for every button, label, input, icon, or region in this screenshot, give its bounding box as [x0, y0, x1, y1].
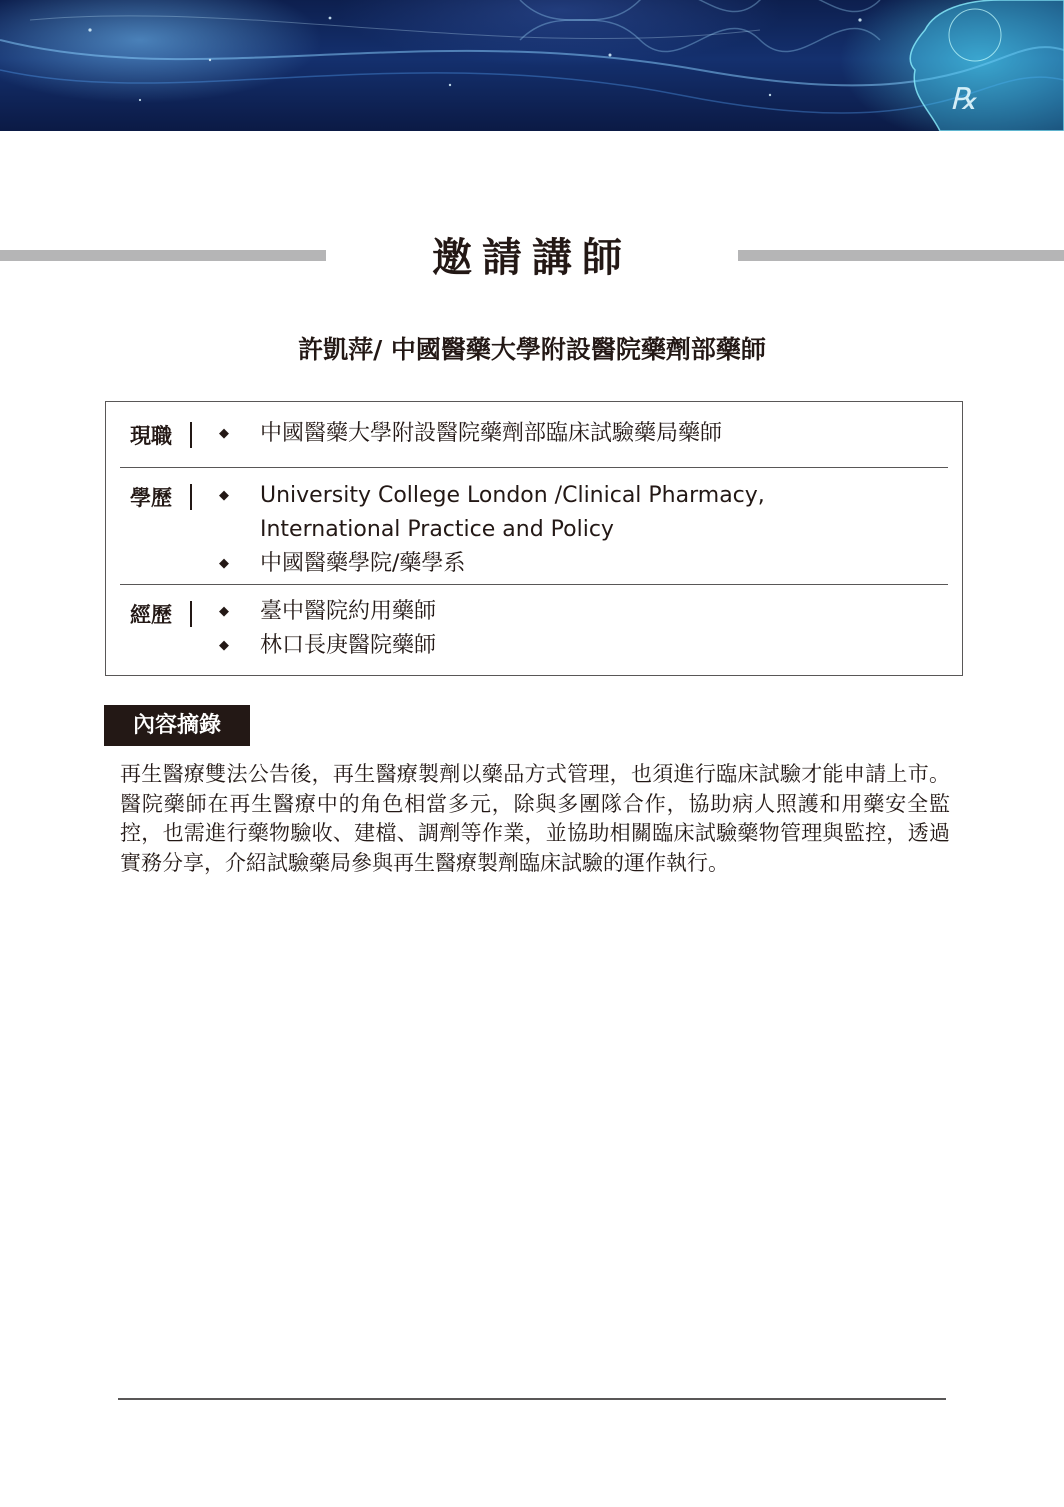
education-item: International Practice and Policy: [260, 517, 614, 542]
header-banner: [0, 0, 1064, 131]
page-title: 邀請講師: [432, 235, 632, 281]
rx-symbol-icon: ℞: [950, 82, 977, 117]
footer-rule: [118, 1398, 946, 1400]
education-item: University College London /Clinical Pharmacy,: [260, 483, 765, 508]
label-divider: [190, 484, 192, 510]
diamond-bullet-icon: ◆: [219, 638, 229, 653]
diamond-bullet-icon: ◆: [219, 426, 229, 441]
current-position-section: [120, 402, 948, 468]
current-position-label: 現職: [130, 424, 172, 448]
diamond-bullet-icon: ◆: [219, 556, 229, 571]
summary-heading: 內容摘錄: [104, 705, 250, 746]
speaker-name: 許凱萍/ 中國醫藥大學附設醫院藥劑部藥師: [298, 335, 766, 364]
experience-label: 經歷: [130, 603, 172, 627]
label-divider: [190, 422, 192, 448]
education-item: 中國醫藥學院/藥學系: [260, 551, 466, 576]
diamond-bullet-icon: ◆: [219, 488, 229, 503]
summary-text: 再生醫療雙法公告後，再生醫療製劑以藥品方式管理，也須進行臨床試驗才能申請上市。醫院藥師在再生醫療中的角色相當多元，除與多團隊合作，協助病人照護和用藥安全監控，也需進行藥物驗收、建檔、調劑等作業，並協助相關臨床試驗藥物管理與監控，透過實務分享，介紹試驗藥局參與再生醫療製劑臨床試驗的運作執行。: [120, 762, 950, 875]
title-rule-right: [738, 250, 1064, 261]
experience-section: [120, 585, 948, 675]
banner-artwork: [0, 0, 1064, 131]
speaker-info-box: [105, 401, 963, 676]
education-section: [120, 468, 948, 585]
label-divider: [190, 601, 192, 627]
diamond-bullet-icon: ◆: [219, 604, 229, 619]
experience-item: 林口長庚醫院藥師: [260, 633, 437, 658]
education-label: 學歷: [130, 486, 172, 510]
current-position-item: 中國醫藥大學附設醫院藥劑部臨床試驗藥局藥師: [260, 421, 723, 446]
title-rule-left: [0, 250, 326, 261]
experience-item: 臺中醫院約用藥師: [260, 599, 437, 624]
